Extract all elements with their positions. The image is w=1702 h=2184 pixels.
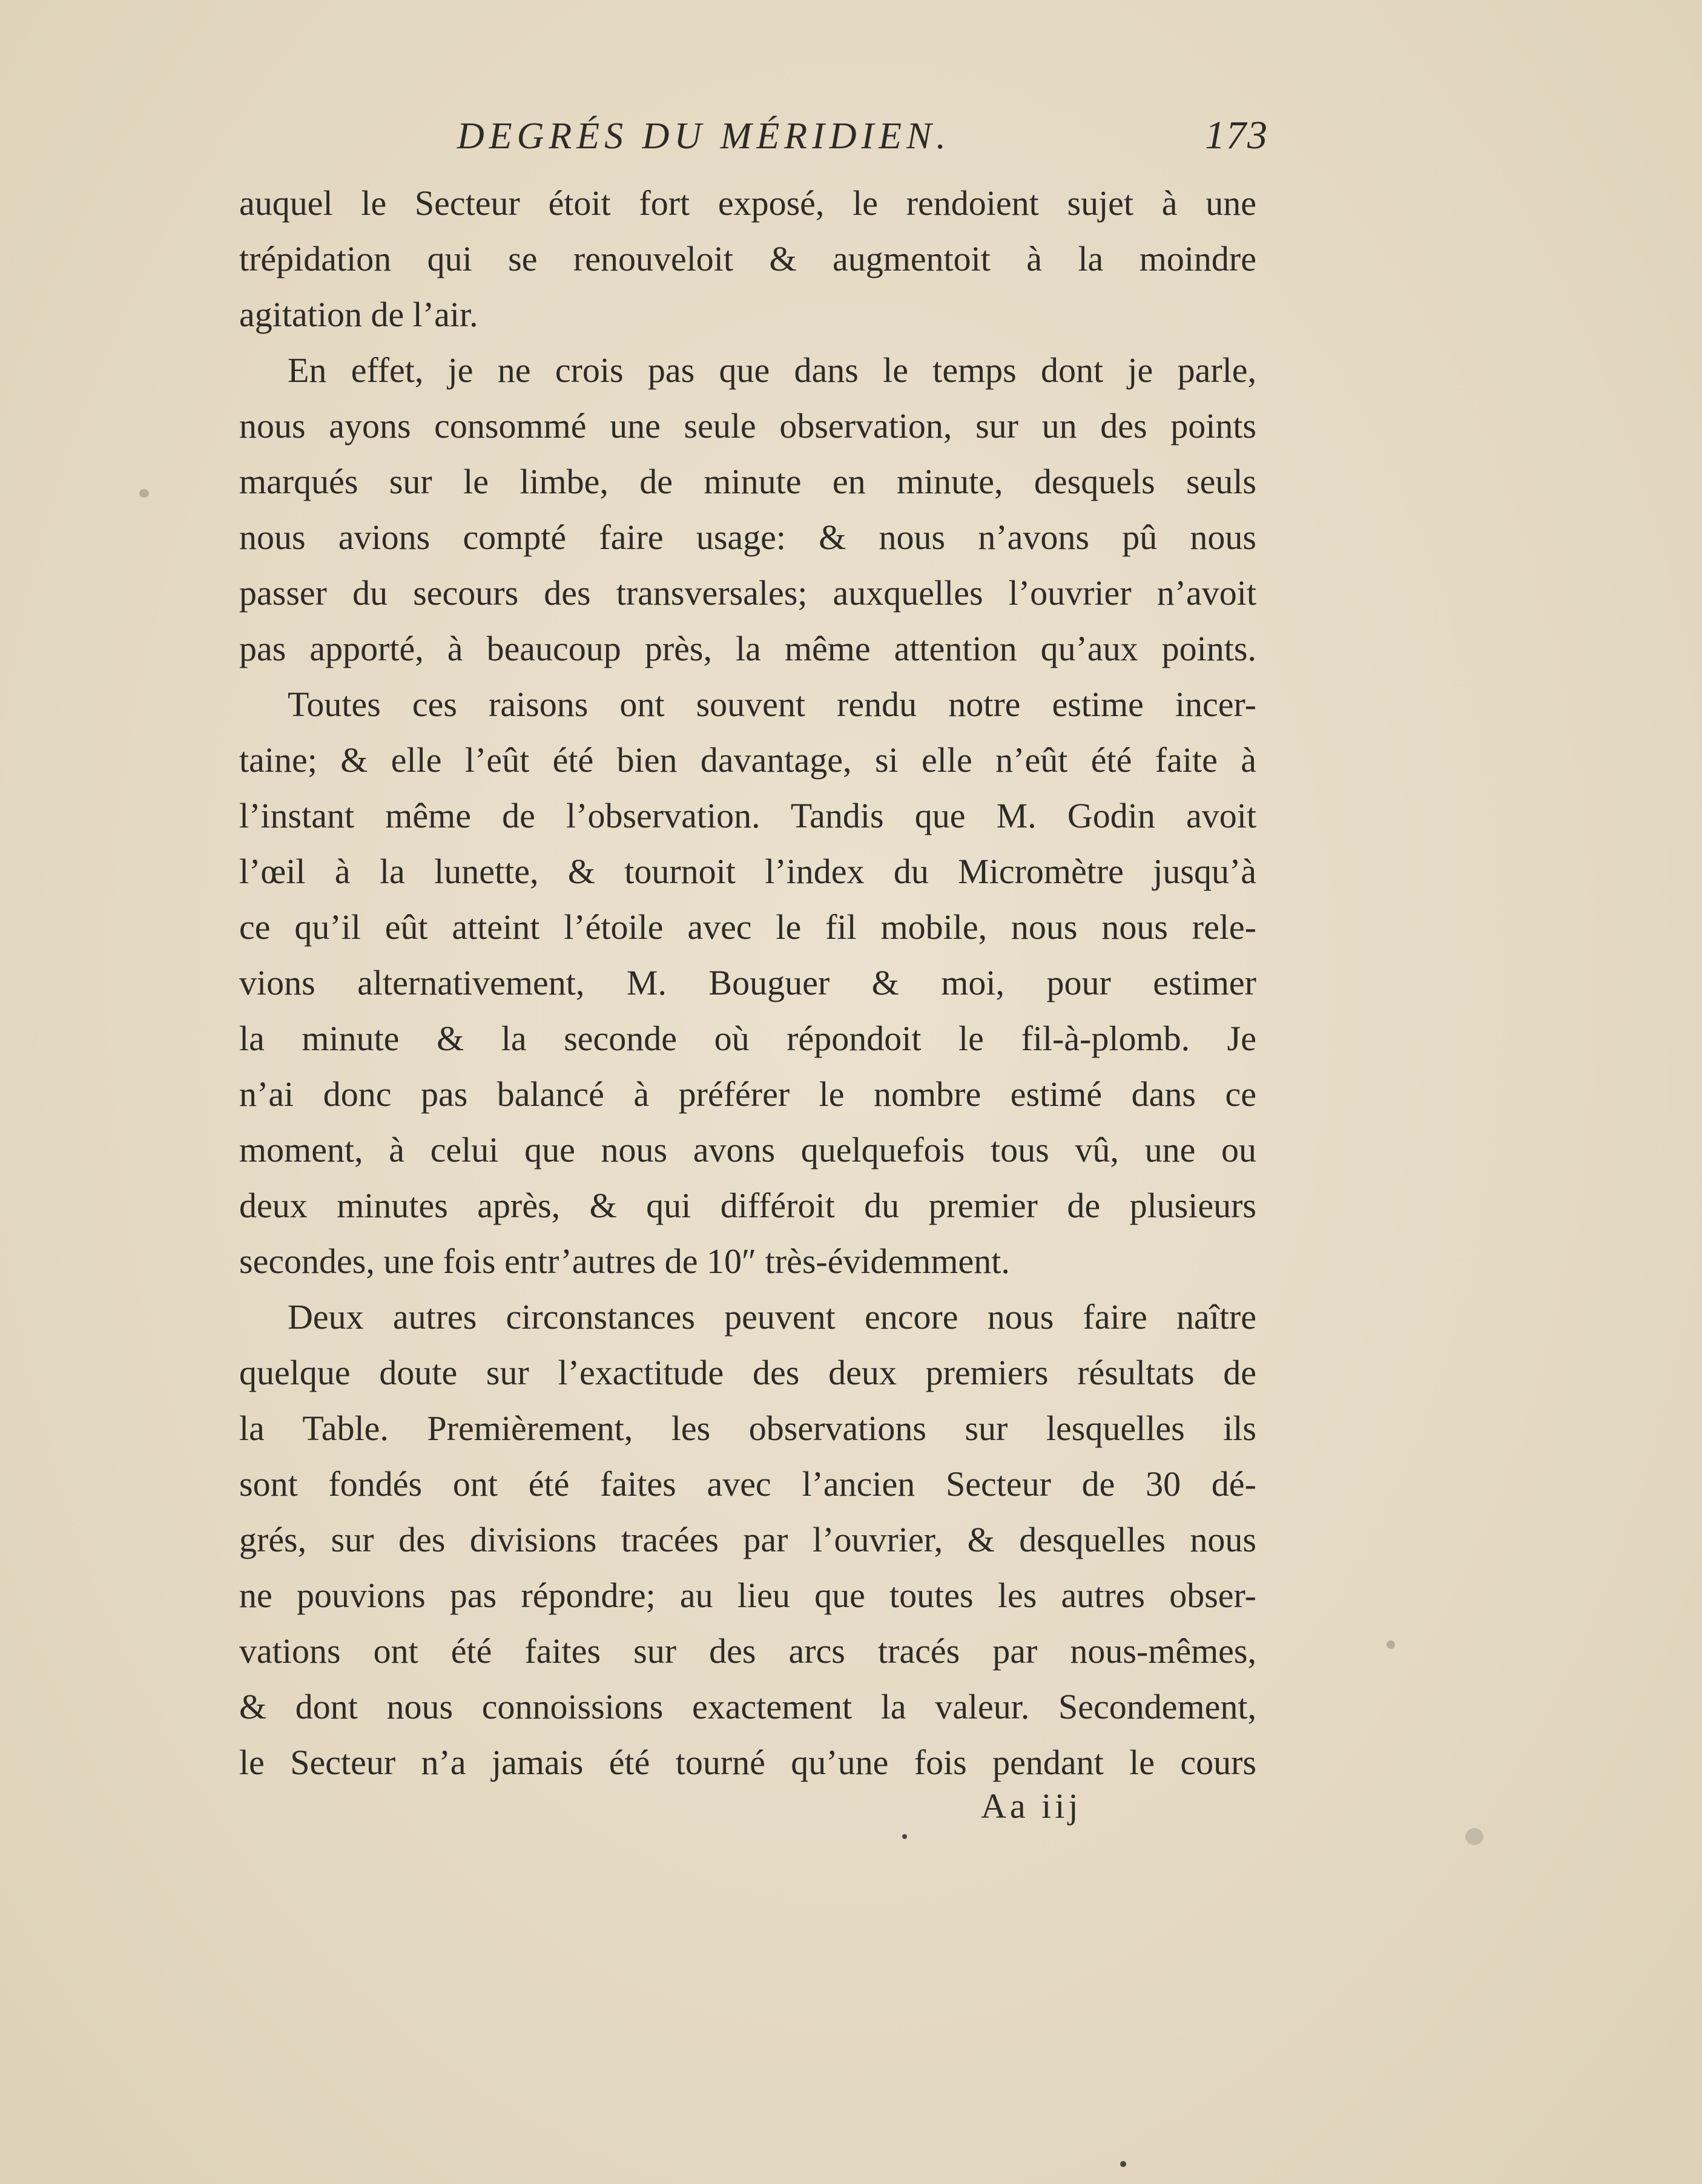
paper-speck bbox=[902, 1834, 907, 1839]
page-number: 173 bbox=[1205, 113, 1268, 157]
text-line: pas apporté, à beaucoup près, la même attention qu’aux points. bbox=[239, 629, 1256, 668]
text-line: vions alternativement, M. Bouguer & moi, pour estimer bbox=[239, 963, 1256, 1002]
running-head: DEGRÉS DU MÉRIDIEN. bbox=[457, 116, 951, 157]
text-line: & dont nous connoissions exactement la valeur. Secondement, bbox=[239, 1687, 1256, 1726]
signature-mark: Aa iij bbox=[981, 1786, 1082, 1826]
text-line: ne pouvions pas répondre; au lieu que toutes les autres obser- bbox=[239, 1576, 1256, 1615]
text-line: auquel le Secteur étoit fort exposé, le rendoient sujet à une bbox=[239, 183, 1256, 223]
text-line: marqués sur le limbe, de minute en minute, desquels seuls bbox=[239, 462, 1256, 501]
text-line: deux minutes après, & qui différoit du premier de plusieurs bbox=[239, 1186, 1256, 1225]
paper-speck bbox=[1387, 1640, 1395, 1649]
paper-speck bbox=[139, 489, 149, 498]
text-line: moment, à celui que nous avons quelquefois tous vû, une ou bbox=[239, 1130, 1256, 1169]
text-line: la minute & la seconde où répondoit le fil-à-plomb. Je bbox=[239, 1019, 1256, 1058]
text-line: agitation de l’air. bbox=[239, 295, 478, 334]
text-line: passer du secours des transversales; auxquelles l’ouvrier n’avoit bbox=[239, 573, 1256, 613]
text-line: nous ayons consommé une seule observation, sur un des points bbox=[239, 406, 1256, 446]
text-line: l’œil à la lunette, & tournoit l’index du Micromètre jusqu’à bbox=[239, 852, 1256, 891]
paper-speck bbox=[1120, 2161, 1126, 2167]
text-line: taine; & elle l’eût été bien davantage, si elle n’eût été faite à bbox=[239, 740, 1256, 780]
page-header bbox=[239, 115, 1268, 169]
text-line: grés, sur des divisions tracées par l’ouvrier, & desquelles nous bbox=[239, 1520, 1256, 1559]
text-line: trépidation qui se renouveloit & augmentoit à la moindre bbox=[239, 239, 1256, 278]
text-line: n’ai donc pas balancé à préférer le nombre estimé dans ce bbox=[239, 1074, 1256, 1114]
text-line: secondes, une fois entr’autres de 10″ très-évidemment. bbox=[239, 1242, 1010, 1281]
text-line: vations ont été faites sur des arcs tracés par nous-mêmes, bbox=[239, 1631, 1256, 1671]
paragraph-start-line: Deux autres circonstances peuvent encore nous faire naître bbox=[288, 1297, 1256, 1337]
text-line: ce qu’il eût atteint l’étoile avec le fil mobile, nous nous rele- bbox=[239, 907, 1256, 947]
paragraph-start-line: Toutes ces raisons ont souvent rendu notre estime incer- bbox=[288, 685, 1256, 724]
text-line: la Table. Premièrement, les observations sur lesquelles ils bbox=[239, 1409, 1256, 1448]
text-line: nous avions compté faire usage: & nous n’avons pû nous bbox=[239, 518, 1256, 557]
paragraph-start-line: En effet, je ne crois pas que dans le temps dont je parle, bbox=[288, 350, 1256, 390]
text-line: l’instant même de l’observation. Tandis que M. Godin avoit bbox=[239, 796, 1256, 835]
text-line: sont fondés ont été faites avec l’ancien Secteur de 30 dé- bbox=[239, 1464, 1256, 1504]
text-line: quelque doute sur l’exactitude des deux premiers résultats de bbox=[239, 1353, 1256, 1392]
body-text bbox=[239, 176, 1256, 1791]
text-line: le Secteur n’a jamais été tourné qu’une fois pendant le cours bbox=[239, 1743, 1256, 1782]
paper-speck bbox=[1465, 1828, 1483, 1845]
